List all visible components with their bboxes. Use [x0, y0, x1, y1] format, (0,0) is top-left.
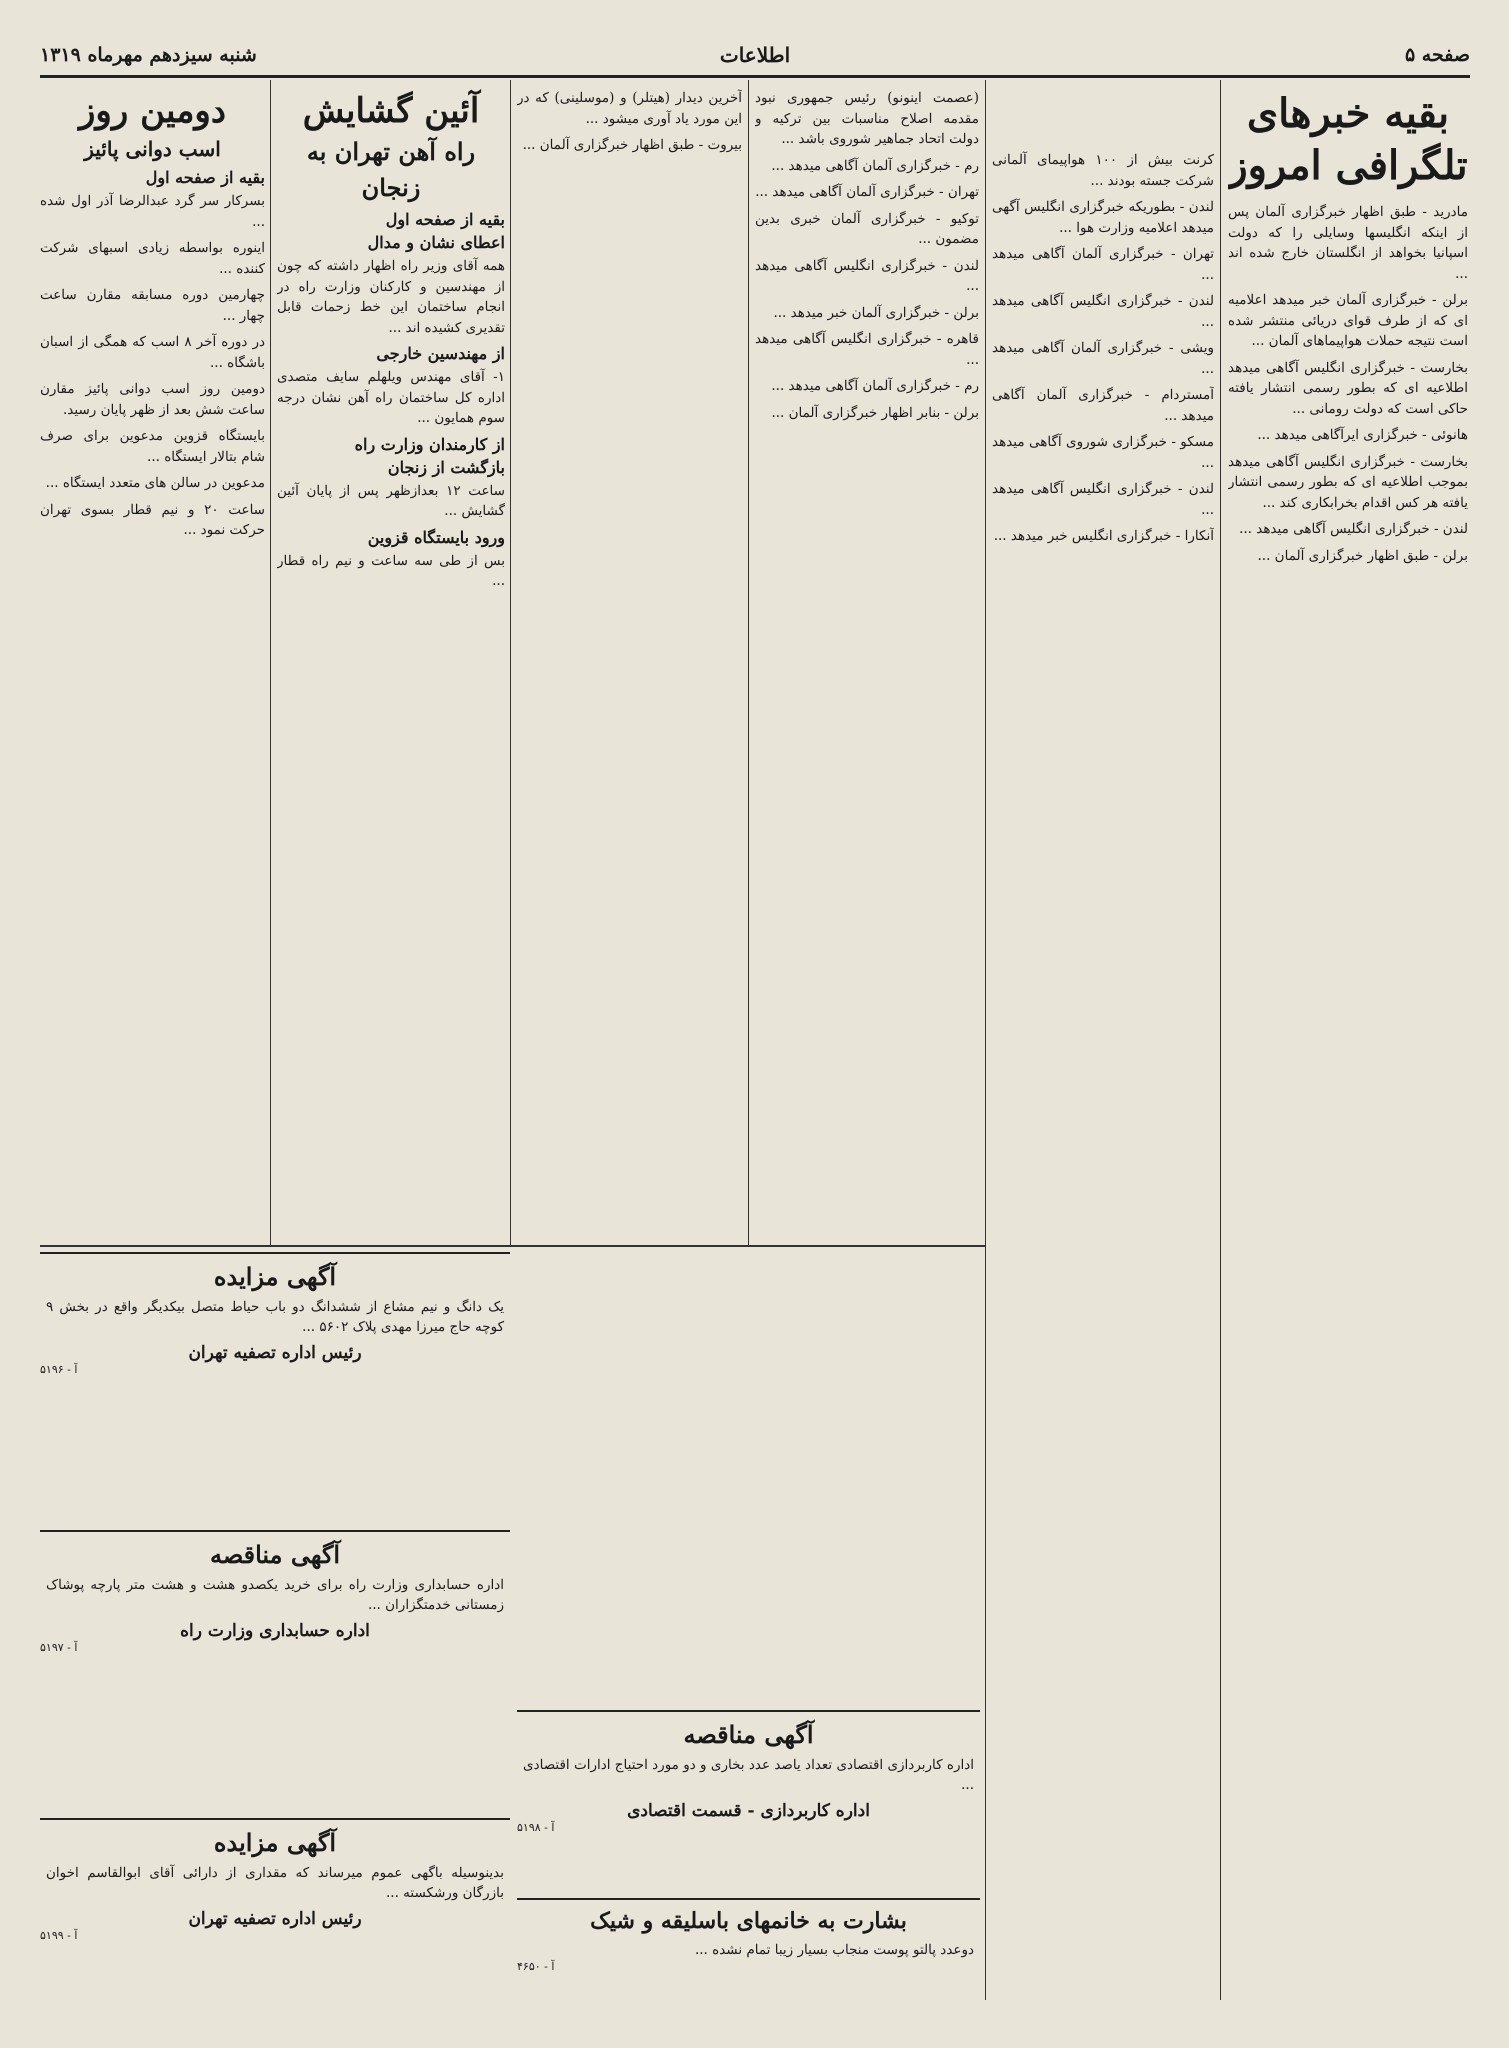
article-paragraph: کرنت بیش از ۱۰۰ هواپیمای آلمانی شرکت جسته بودند ...	[992, 152, 1214, 189]
article-paragraph: لندن - خبرگزاری انگلیس آگاهی میدهد ...	[755, 257, 979, 294]
article-paragraph: هانوئی - خبرگزاری ایرآگاهی میدهد ...	[1257, 427, 1468, 443]
news-column-4	[517, 88, 742, 1238]
article-paragraph: همه آقای وزیر راه اظهار داشته که چون از مهندسین و کارکنان وزارت راه در انجام ساختمان این خط زحمات قابل تقدیری کشیده اند ...	[277, 258, 505, 336]
article-paragraph: آنکارا - خبرگزاری انگلیس خبر میدهد ...	[993, 528, 1214, 544]
race-headline: دومین روز	[78, 91, 226, 131]
article-paragraph: بس از طی سه ساعت و نیم راه قطار ...	[277, 552, 505, 589]
race-subheadline: اسب دوانی پائیز	[84, 137, 221, 161]
article-paragraph: لندن - خبرگزاری انگلیس آگاهی میدهد ...	[1239, 521, 1468, 537]
horse-race-column	[40, 88, 265, 1238]
ad-title: آگهی مناقصه	[209, 1540, 341, 1569]
article-paragraph: بخارست - خبرگزاری انگلیس آگاهی میدهد اطلاعیه ای که بطور رسمی انتشار یافته حاکی است که دولت رومانی ...	[1228, 359, 1468, 417]
ad-body: دوعدد پالتو پوست منجاب بسیار زیبا تمام نشده ...	[694, 1942, 974, 1958]
article-paragraph: مسکو - خبرگزاری شوروی آگاهی میدهد ...	[992, 434, 1214, 471]
continued-note: بقیه از صفحه اول	[145, 168, 265, 187]
article-paragraph: در دوره آخر ۸ اسب که همگی از اسبان باشگاه ...	[40, 334, 265, 371]
ad-signature: رئیس اداره تصفیه تهران	[188, 1343, 362, 1363]
railway-subheadline: راه آهن تهران به زنجان	[306, 137, 476, 202]
section-heading: اعطای نشان و مدال	[367, 233, 505, 252]
section-heading: از مهندسین خارجی	[376, 344, 505, 363]
ad-signature: رئیس اداره تصفیه تهران	[188, 1909, 362, 1929]
article-paragraph: تهران - خبرگزاری آلمان آگاهی میدهد ...	[992, 246, 1214, 283]
auction-ad	[40, 1252, 510, 1524]
section-heading: بازگشت از زنجان	[387, 457, 505, 477]
ad-title: آگهی مزایده	[213, 1828, 337, 1857]
article-paragraph: مدعوین در سالن های متعدد ایستگاه ...	[45, 475, 265, 491]
news-column-3	[755, 88, 979, 1238]
ad-code: آ - ۵۱۹۸	[517, 1821, 555, 1834]
article-paragraph: (عصمت اینونو) رئیس جمهوری نبود مقدمه اصلاح مناسبات بین ترکیه و دولت اتحاد جماهیر شوروی باشد ...	[755, 90, 979, 147]
article-paragraph: برلن - طبق اظهار خبرگزاری آلمان ...	[1257, 547, 1468, 564]
railway-column	[277, 88, 505, 1238]
ad-body: اداره حسابداری وزارت راه برای خرید یکصدو هشت و هشت متر پارچه پوشاک زمستانی خدمتگزاران ...	[46, 1577, 504, 1613]
issue-date: شنبه سیزدهم مهرماه ۱۳۱۹	[40, 44, 257, 66]
article-paragraph: برلن - بنابر اظهار خبرگزاری آلمان ...	[771, 404, 979, 421]
news-column-4-continued	[517, 1252, 980, 1702]
article-paragraph: ویشی - خبرگزاری آلمان آگاهی میدهد ...	[992, 340, 1214, 377]
article-paragraph: آمستردام - خبرگزاری آلمان آگاهی میدهد ...	[992, 387, 1214, 424]
ad-title: بشارت به خانمهای باسلیقه و شیک	[590, 1908, 907, 1934]
article-paragraph: آخرین دیدار (هیتلر) و (موسلینی) که در این مورد یاد آوری میشود ...	[517, 90, 742, 127]
tender-ad	[40, 1530, 510, 1812]
ad-code: آ - ۵۱۹۷	[40, 1641, 78, 1654]
telegram-column	[1228, 88, 1468, 1993]
article-paragraph: رم - خبرگزاری آلمان آگاهی میدهد ...	[771, 378, 979, 394]
ad-body: اداره کاربردازی اقتصادی تعداد یاصد عدد بخاری و دو مورد احتیاج ادارات اقتصادی ...	[523, 1757, 974, 1793]
article-paragraph: بیروت - طبق اظهار خبرگزاری آلمان ...	[522, 137, 742, 153]
ad-title: آگهی مناقصه	[683, 1720, 814, 1749]
fur-coat-ad	[517, 1898, 980, 2035]
article-paragraph: ساعت ۲۰ و نیم قطار بسوی تهران حرکت نمود ...	[40, 501, 265, 538]
article-paragraph: لندن - خبرگزاری انگلیس آگاهی میدهد ...	[992, 481, 1214, 518]
ad-signature: اداره کاربردازی - قسمت اقتصادی	[627, 1801, 870, 1821]
column-rule	[510, 80, 511, 1245]
railway-headline: آئین گشایش	[302, 91, 480, 131]
article-paragraph: برلن - خبرگزاری آلمان خبر میدهد ...	[773, 304, 979, 321]
article-paragraph: توکیو - خبرگزاری آلمان خبری بدین مضمون ...	[755, 210, 979, 247]
article-paragraph: ساعت ۱۲ بعدازظهر پس از پایان آئین گشایش ...	[277, 482, 505, 519]
tender-ad-2	[517, 1710, 980, 1892]
column-rule	[985, 80, 986, 2000]
article-paragraph: رم - خبرگزاری آلمان آگاهی میدهد ...	[771, 157, 979, 174]
ad-body: یک دانگ و نیم مشاع از ششدانگ دو باب حیاط متصل بیکدیگر واقع در بخش ۹ کوچه حاج میرزا مهدی پلاک ۵۶۰۲ ...	[46, 1299, 504, 1335]
ad-code: آ - ۴۶۵۰	[517, 1960, 555, 1973]
page-number: صفحه ۵	[1404, 44, 1470, 66]
article-paragraph: تهران - خبرگزاری آلمان آگاهی میدهد ...	[755, 184, 979, 200]
section-heading: از کارمندان وزارت راه	[354, 434, 505, 454]
ad-code: آ - ۵۱۹۶	[40, 1363, 78, 1376]
article-paragraph: لندن - خبرگزاری انگلیس آگاهی میدهد ...	[992, 293, 1214, 330]
section-heading: ورود بایستگاه قزوین	[367, 527, 505, 547]
column-rule	[270, 80, 271, 1245]
article-paragraph: بسرکار سر گرد عبدالرضا آذر اول شده ...	[40, 193, 265, 230]
article-paragraph: بایستگاه قزوین مدعوین برای صرف شام بتالار ایستگاه ...	[40, 428, 265, 465]
ad-title: آگهی مزایده	[213, 1262, 337, 1291]
telegram-headline: بقیه خبرهای تلگرافی امروز	[1228, 90, 1468, 189]
ad-body: بدینوسیله باگهی عموم میرساند که مقداری از دارائی آقای ابوالقاسم اخوان بازرگان ورشکسته ...	[46, 1865, 504, 1901]
paper-name: اطلاعات	[719, 43, 791, 67]
ad-signature: اداره حسابداری وزارت راه	[180, 1621, 370, 1641]
article-paragraph: دومین روز اسب دوانی پائیز مقارن ساعت شش بعد از ظهر پایان رسید.	[40, 381, 265, 418]
article-paragraph: مادرید - طبق اظهار خبرگزاری آلمان پس از اینکه انگلیسها وسایلی را که دولت اسپانیا بخواهد از انگلستان خارج شده اند ...	[1228, 204, 1468, 282]
article-paragraph: لندن - بطوریکه خبرگزاری انگلیس آگهی میدهد اعلامیه وزارت هوا ...	[992, 199, 1214, 236]
auction-ad-2	[40, 1818, 510, 2035]
article-paragraph: قاهره - خبرگزاری انگلیس آگاهی میدهد ...	[755, 331, 979, 368]
column-rule	[1220, 80, 1221, 2000]
article-paragraph: چهارمین دوره مسابقه مقارن ساعت چهار ...	[40, 287, 265, 324]
section-rule	[40, 1245, 985, 1247]
article-paragraph: بخارست - خبرگزاری انگلیس آگاهی میدهد بموجب اطلاعیه ای که بطور رسمی انتشار یافته هر کس اقدام بخرابکاری کند ...	[1228, 453, 1468, 511]
article-paragraph: اینوره بواسطه زیادی اسبهای شرکت کننده ...	[40, 240, 265, 277]
ad-code: آ - ۵۱۹۹	[40, 1929, 78, 1942]
column-rule	[748, 80, 749, 1245]
news-column-2	[992, 150, 1214, 1995]
masthead	[40, 35, 1470, 78]
article-paragraph: ۱- آقای مهندس ویلهلم سایف متصدی اداره کل ساختمان راه آهن نشان درجه سوم همایون ...	[277, 369, 505, 426]
continued-note: بقیه از صفحه اول	[385, 210, 505, 229]
article-paragraph: برلن - خبرگزاری آلمان خبر میدهد اعلامیه ای که از طرف قوای دریائی منتشر شده است نتیجه حملات هواپیماهای آلمان ...	[1228, 292, 1468, 349]
